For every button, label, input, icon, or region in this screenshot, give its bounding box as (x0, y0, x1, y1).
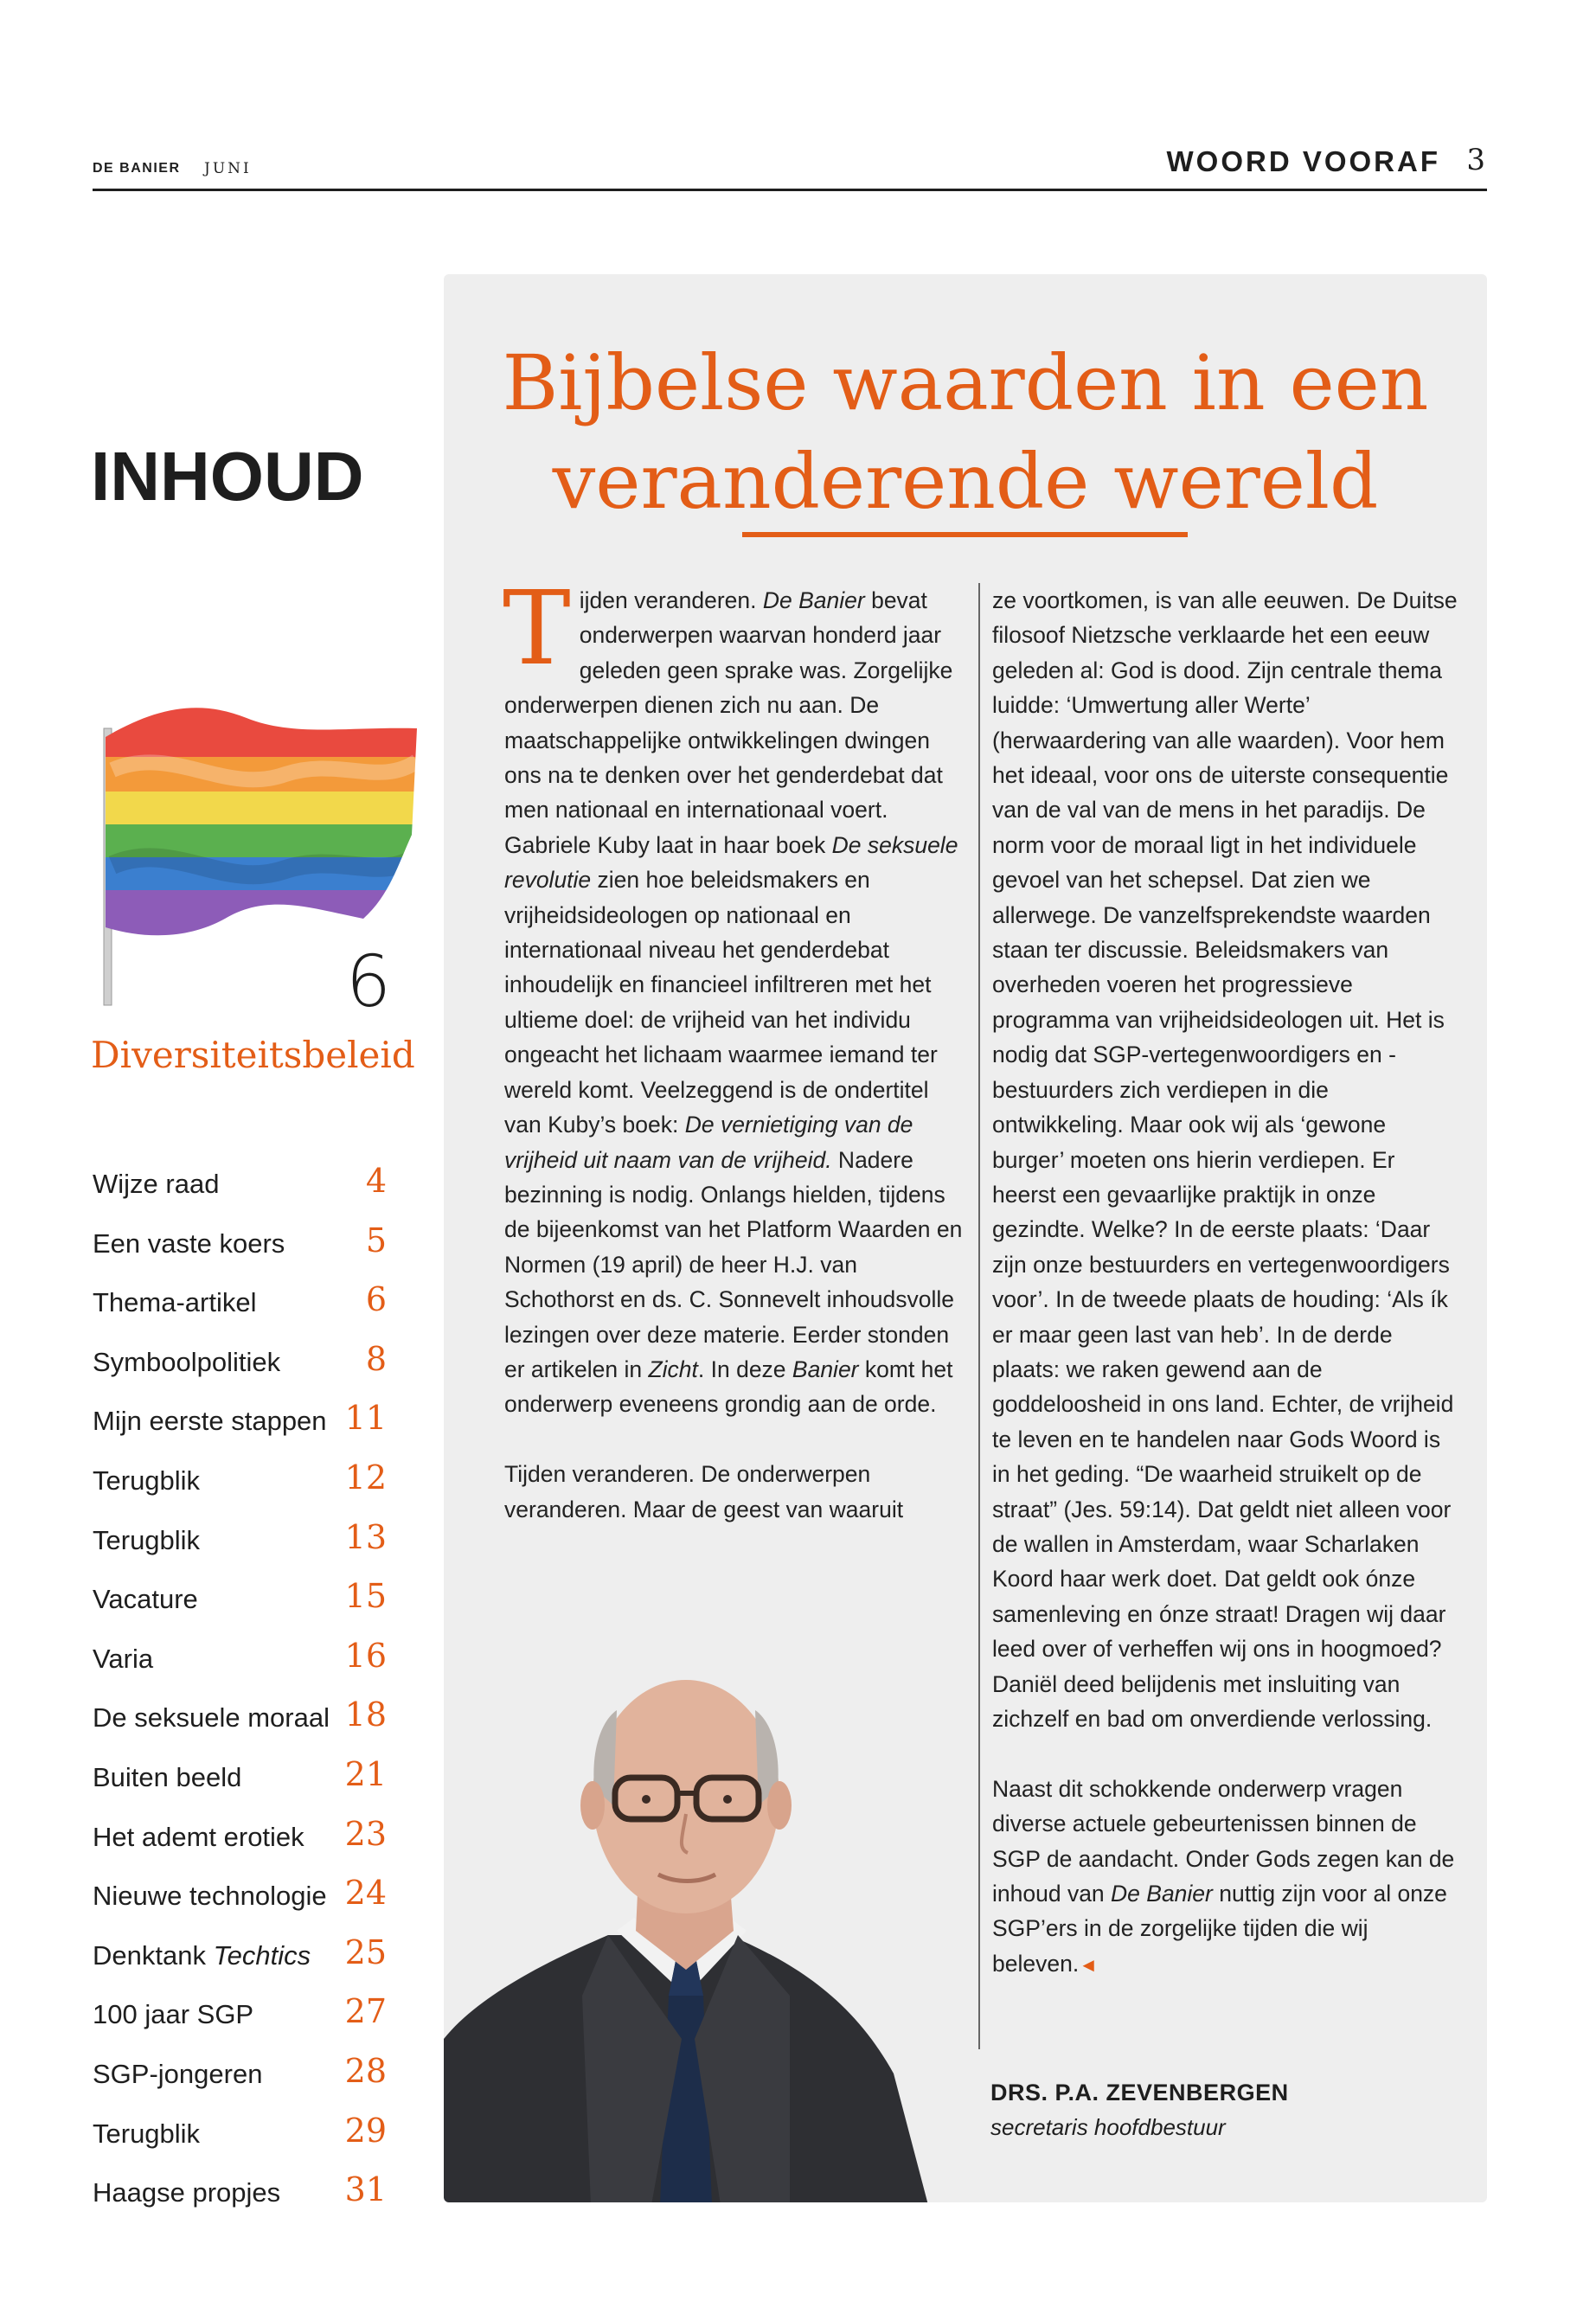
toc-item-title (93, 1940, 311, 1971)
article-paragraph (503, 568, 971, 1422)
toc-item-title: Buiten beeld (93, 1761, 242, 1792)
article-title-line: veranderende wereld (552, 437, 1379, 526)
toc-item[interactable] (93, 1390, 387, 1450)
author-portrait-photo (444, 1589, 928, 2202)
toc-item-title: Nieuwe technologie (93, 1881, 327, 1912)
toc-item-page: 13 (344, 1517, 387, 1556)
toc-item[interactable] (93, 1865, 387, 1925)
toc-item-page: 29 (344, 2111, 387, 2150)
toc-item-title: Vacature (93, 1584, 198, 1615)
toc-item-title: Thema-artikel (93, 1287, 257, 1318)
toc-item-page: 6 (365, 1280, 387, 1319)
editorial-panel (444, 274, 1487, 2202)
toc-item-page: 8 (365, 1339, 387, 1378)
text-run: Nadere bezinning is nodig. Onlangs hielden, tijdens de bijeenkomst van het Platform Waarden en Normen (19 april) de heer H.J. van Schothorst en ds. C. Sonnevelt inhoudsvolle lezingen over deze materie. Eerder stonden er artikelen in (504, 1146, 963, 1382)
toc-item-title: Varia (93, 1643, 154, 1674)
author-role: secretaris hoofdbestuur (990, 2114, 1226, 2140)
toc-item-title: Terugblik (93, 2118, 201, 2149)
toc-item[interactable] (93, 1331, 387, 1391)
toc-item-page: 24 (344, 1874, 387, 1913)
drop-cap: T (503, 568, 571, 688)
text-run-italic: De Banier (1111, 1881, 1213, 1907)
text-run: nuttig zijn voor al onze SGP’ers in de zorgelijke tijden die wij beleven. (992, 1881, 1447, 1977)
text-run-italic: De vernietiging van de vrijheid uit naam van de vrijheid. (504, 1112, 913, 1173)
toc-item-page: 15 (344, 1577, 387, 1616)
text-run: komt het onderwerp eveneens grondig aan de orde. (504, 1356, 953, 1418)
featured-page-number: 6 (345, 941, 391, 1023)
text-run: bevat onderwerpen waarvan honderd jaar geleden geen sprake was. Zorgelijke onderwerpen dienen zich nu aan. De maatschappelijke ontwikkelingen dwingen ons na te denken over het genderdebat dat men nationaal en internationaal voert. Gabriele Kuby laat in haar boek (504, 587, 953, 858)
page-number: 3 (1466, 143, 1485, 177)
toc-item-page: 27 (344, 1992, 387, 2031)
toc-item-page: 25 (344, 1932, 387, 1971)
article-title-line: Bijbelse waarden in een (502, 338, 1429, 427)
toc-item-page: 5 (365, 1221, 387, 1259)
issue-month: JUNI (204, 160, 252, 177)
toc-item-title: Symboolpolitiek (93, 1346, 281, 1377)
end-mark-icon: ◄ (1079, 1953, 1098, 1976)
section-title: WOORD VOORAF (1166, 145, 1440, 177)
toc-item[interactable] (93, 1450, 387, 1509)
toc-item[interactable] (93, 1984, 387, 2043)
toc-item-page: 16 (344, 1636, 387, 1675)
article-column-right (978, 583, 1463, 2049)
text-run-italic: Zicht (648, 1356, 698, 1382)
table-of-contents (93, 1153, 387, 2221)
toc-item-title: SGP-jongeren (93, 2058, 263, 2089)
toc-item-page: 11 (344, 1399, 387, 1438)
title-underline (742, 532, 1188, 537)
toc-item[interactable] (93, 1628, 387, 1688)
toc-item-page: 31 (344, 2170, 387, 2209)
toc-item-page: 18 (344, 1695, 387, 1734)
contents-heading: INHOUD (91, 438, 364, 515)
toc-item[interactable] (93, 1687, 387, 1747)
toc-item-page: 28 (344, 2051, 387, 2090)
toc-item[interactable] (93, 1568, 387, 1628)
toc-item-page: 23 (344, 1814, 387, 1853)
toc-item-title: Wijze raad (93, 1169, 220, 1199)
toc-item-title: Haagse propjes (93, 2177, 281, 2208)
article-paragraph: Tijden veranderen. De onderwerpen veranderen. Maar de geest van waaruit (504, 1461, 904, 1522)
toc-item[interactable] (93, 1509, 387, 1569)
article-paragraph (992, 1772, 1463, 1983)
toc-item[interactable] (93, 1153, 387, 1213)
magazine-name: DE BANIER (93, 161, 181, 176)
text-run: ijden veranderen. (579, 587, 763, 613)
text-run-italic: De Banier (762, 587, 865, 613)
toc-item-page: 12 (344, 1458, 387, 1497)
toc-item[interactable] (93, 1806, 387, 1866)
author-name: DRS. P.A. ZEVENBERGEN (990, 2080, 1289, 2106)
text-run: zien hoe beleidsmakers en vrijheidsideologen op nationaal en internationaal niveau het genderdebat inhoudelijk en financieel infiltreren met het ultieme doel: de vrijheid van het individu ongeacht het lichaam waarmee iemand ter wereld komt. Veelzeggend is de ondertitel van Kuby’s boek: (504, 867, 938, 1138)
header-rule (93, 189, 1487, 191)
article-column-left (503, 568, 971, 1527)
toc-item[interactable] (93, 1272, 387, 1331)
article-paragraph: ze voortkomen, is van alle eeuwen. De Duitse filosoof Nietzsche verklaarde het een eeuw geleden al: God is dood. Zijn centrale thema luidde: ‘Umwertung aller Werte’ (herwaardering van alle waarden). Voor hem het ideaal, voor ons de uiterste consequentie van de val van de mens in het paradijs. De norm voor de moraal ligt in het individuele gevoel van het schepsel. Dat zien we allerwege. De vanzelfsprekendste waarden staan ter discussie. Beleidsmakers van overheden voeren het progressieve programma van vrijheidsideologen uit. Het is nodig dat SGP-vertegenwoordigers en -bestuurders zich verdiepen in die ontwikkeling. Maar ook wij als ‘gewone burger’ moeten ons hierin verdiepen. Er heerst een gevaarlijke praktijk in onze gezindte. Welke? In de eerste plaats: ‘Daar zijn onze bestuurders en vertegenwoordigers voor’. In de tweede plaats de houding: ‘Als ík er maar geen last van heb’. In de derde plaats: we raken gewend aan de goddeloosheid in ons land. Echter, de vrijheid te leven en te handelen naar Gods Woord is in het geding. “De waarheid struikelt op de straat” (Jes. 59:14). Dat geldt niet alleen voor de wallen in Amsterdam, waar Scharlaken Koord haar werk doet. Dat geldt ook ónze samenleving en ónze straat! Dragen wij daar leed over of verheffen wij ons in hoogmoed? Daniël deed belijdenis met insluiting van zichzelf en bad om onverdiende verlossing. (992, 587, 1458, 1732)
toc-item-title: 100 jaar SGP (93, 1999, 254, 2030)
toc-item-title: Een vaste koers (93, 1227, 285, 1259)
toc-item-title: Terugblik (93, 1524, 201, 1555)
text-run: . In deze (697, 1356, 792, 1382)
toc-item-title: Terugblik (93, 1465, 201, 1496)
toc-item-title-italic: Techtics (213, 1939, 311, 1971)
toc-item[interactable] (93, 1925, 387, 1984)
toc-item[interactable] (93, 1213, 387, 1272)
toc-item[interactable] (93, 2103, 387, 2163)
toc-item-page: 21 (344, 1754, 387, 1793)
featured-article-link[interactable]: Diversiteitsbeleid (91, 1034, 415, 1076)
toc-item-page: 4 (365, 1162, 387, 1200)
toc-item-title: Het ademt erotiek (93, 1821, 304, 1852)
article-title (444, 334, 1487, 531)
toc-item-title-text: Denktank (93, 1939, 214, 1971)
toc-item-title: Mijn eerste stappen (93, 1406, 327, 1437)
text-run: Naast dit schokkende onderwerp vragen diverse actuele gebeurtenissen binnen de SGP de aandacht. Onder Gods zegen kan de inhoud van (992, 1775, 1455, 1907)
text-run-italic: Banier (792, 1356, 859, 1382)
toc-item[interactable] (93, 2162, 387, 2221)
toc-item-title: De seksuele moraal (93, 1702, 330, 1734)
text-run-italic: De seksuele revolutie (504, 831, 958, 894)
toc-item[interactable] (93, 1747, 387, 1806)
toc-item[interactable] (93, 2043, 387, 2103)
